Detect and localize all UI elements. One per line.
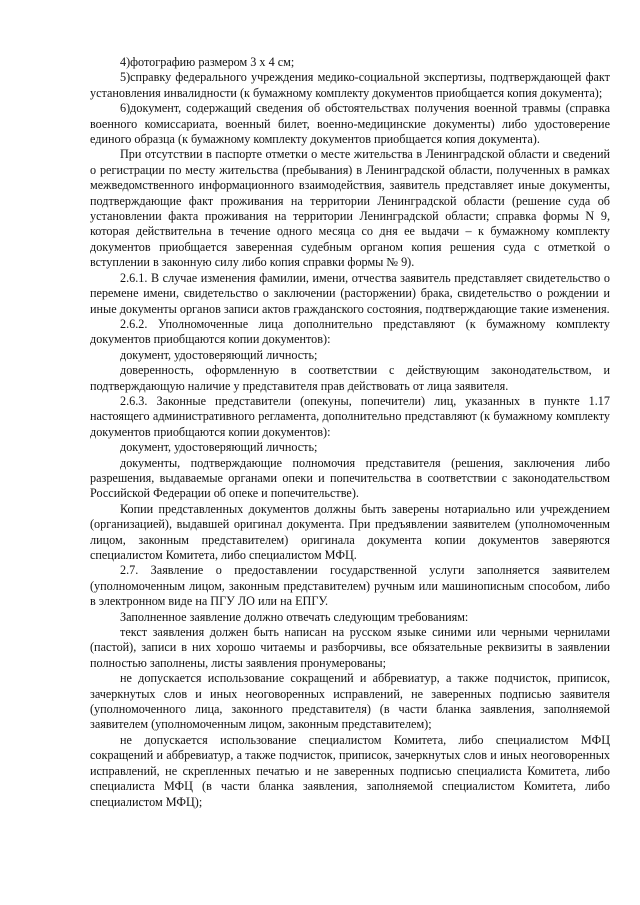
paragraph-2-6-2: 2.6.2. Уполномоченные лица дополнительно представляют (к бумажному комплекту документов приобщаются копии документов): <box>90 316 610 347</box>
paragraph-item-4-photo: 4)фотографию размером 3 х 4 см; <box>120 55 295 69</box>
paragraph-requirement-text: текст заявления должен быть написан на русском языке синими или черными чернилами (пастой), записи в них хорошо читаемы и разборчивы, все обязательные реквизиты в заявлении полностью заполнены, листы заявления пронумерованы; <box>90 625 610 670</box>
document-body <box>90 55 610 810</box>
paragraph-copies-certification: Копии представленных документов должны быть заверены нотариально или учреждением (организацией), выдавшей оригинал документа. При предъявлении заявителем (уполномоченным лицом, законным представителем) оригинала документа копии документов заверяются специалистом Комитета, либо специалистом МФЦ. <box>90 501 610 562</box>
paragraph-item-5-certificate: 5)справку федерального учреждения медико-социальной экспертизы, подтверждающей факт установления инвалидности (к бумажному комплекту документов приобщается копия документа); <box>90 70 610 100</box>
paragraph-2-7: 2.7. Заявление о предоставлении государственной услуги заполняется заявителем (уполномоченным лицом, законным представителем) ручным или машинописным способом, либо в электронном виде на ПГУ ЛО или на ЕПГУ. <box>90 563 610 609</box>
paragraph-residence-proof: При отсутствии в паспорте отметки о месте жительства в Ленинградской области и сведений о регистрации по месту жительства (пребывания) в Ленинградской области, полученных в рамках межведомственного информационного взаимодействия, заявитель представляет иные документы, подтверждающие факт проживания на территории Ленинградской области (решение суда об установлении факта проживания на территории Ленинградской области; справка формы N 9, которая действительна в течение одного месяца со дня ее выдачи – к бумажному комплекту документов приобщается заверенная судебным органом копия решения суда с отметкой о вступлении в законную силу либо копия справки формы № 9). <box>90 147 610 270</box>
paragraph-requirement-no-abbreviations-applicant: не допускается использование сокращений и аббревиатур, а также подчисток, приписок, зачеркнутых слов и иных неоговоренных исправлений, не заверенных подписью заявителя (уполномоченного лица, законного представителя) (в части бланка заявления, заполняемой заявителем (уполномоченным лицом, законным представителем); <box>90 671 610 732</box>
paragraph-power-of-attorney: доверенность, оформленную в соответствии с действующим законодательством, и подтверждающую наличие у представителя прав действовать от лица заявителя. <box>90 363 610 393</box>
paragraph-2-6-1: 2.6.1. В случае изменения фамилии, имени, отчества заявитель представляет свидетельство о перемене имени, свидетельство о заключении (расторжении) брака, свидетельство о рождении и иные документы органов записи актов гражданского состояния, подтверждающие такие изменения. <box>90 270 610 316</box>
paragraph-requirements-intro: Заполненное заявление должно отвечать следующим требованиям: <box>120 609 469 624</box>
paragraph-representative-authority: документы, подтверждающие полномочия представителя (решения, заключения либо разрешения, выдаваемые органами опеки и попечительства в соответствии с законодательством Российской Федерации об опеке и попечительстве). <box>90 455 610 501</box>
paragraph-identity-document-2: документ, удостоверяющий личность; <box>120 440 318 455</box>
paragraph-identity-document: документ, удостоверяющий личность; <box>120 347 318 362</box>
paragraph-requirement-no-abbreviations-specialist: не допускается использование специалистом Комитета, либо специалистом МФЦ сокращений и аббревиатур, а также подчисток, приписок, зачеркнутых слов и иных неоговоренных исправлений, не скрепленных печатью и не заверенных подписью специалиста Комитета, либо специалиста МФЦ (в части бланка заявления, заполняемой специалистом Комитета, либо специалистом МФЦ); <box>90 732 610 809</box>
paragraph-item-6-military-injury: 6)документ, содержащий сведения об обстоятельствах получения военной травмы (справка военного комиссариата, военный билет, военно-медицинские документы) либо удостоверение единого образца (к бумажному комплекту документов приобщается копия документа). <box>90 101 610 147</box>
paragraph-2-6-3: 2.6.3. Законные представители (опекуны, попечители) лиц, указанных в пункте 1.17 настоящего административного регламента, дополнительно представляют (к бумажному комплекту документов приобщаются копии документов): <box>90 393 610 439</box>
